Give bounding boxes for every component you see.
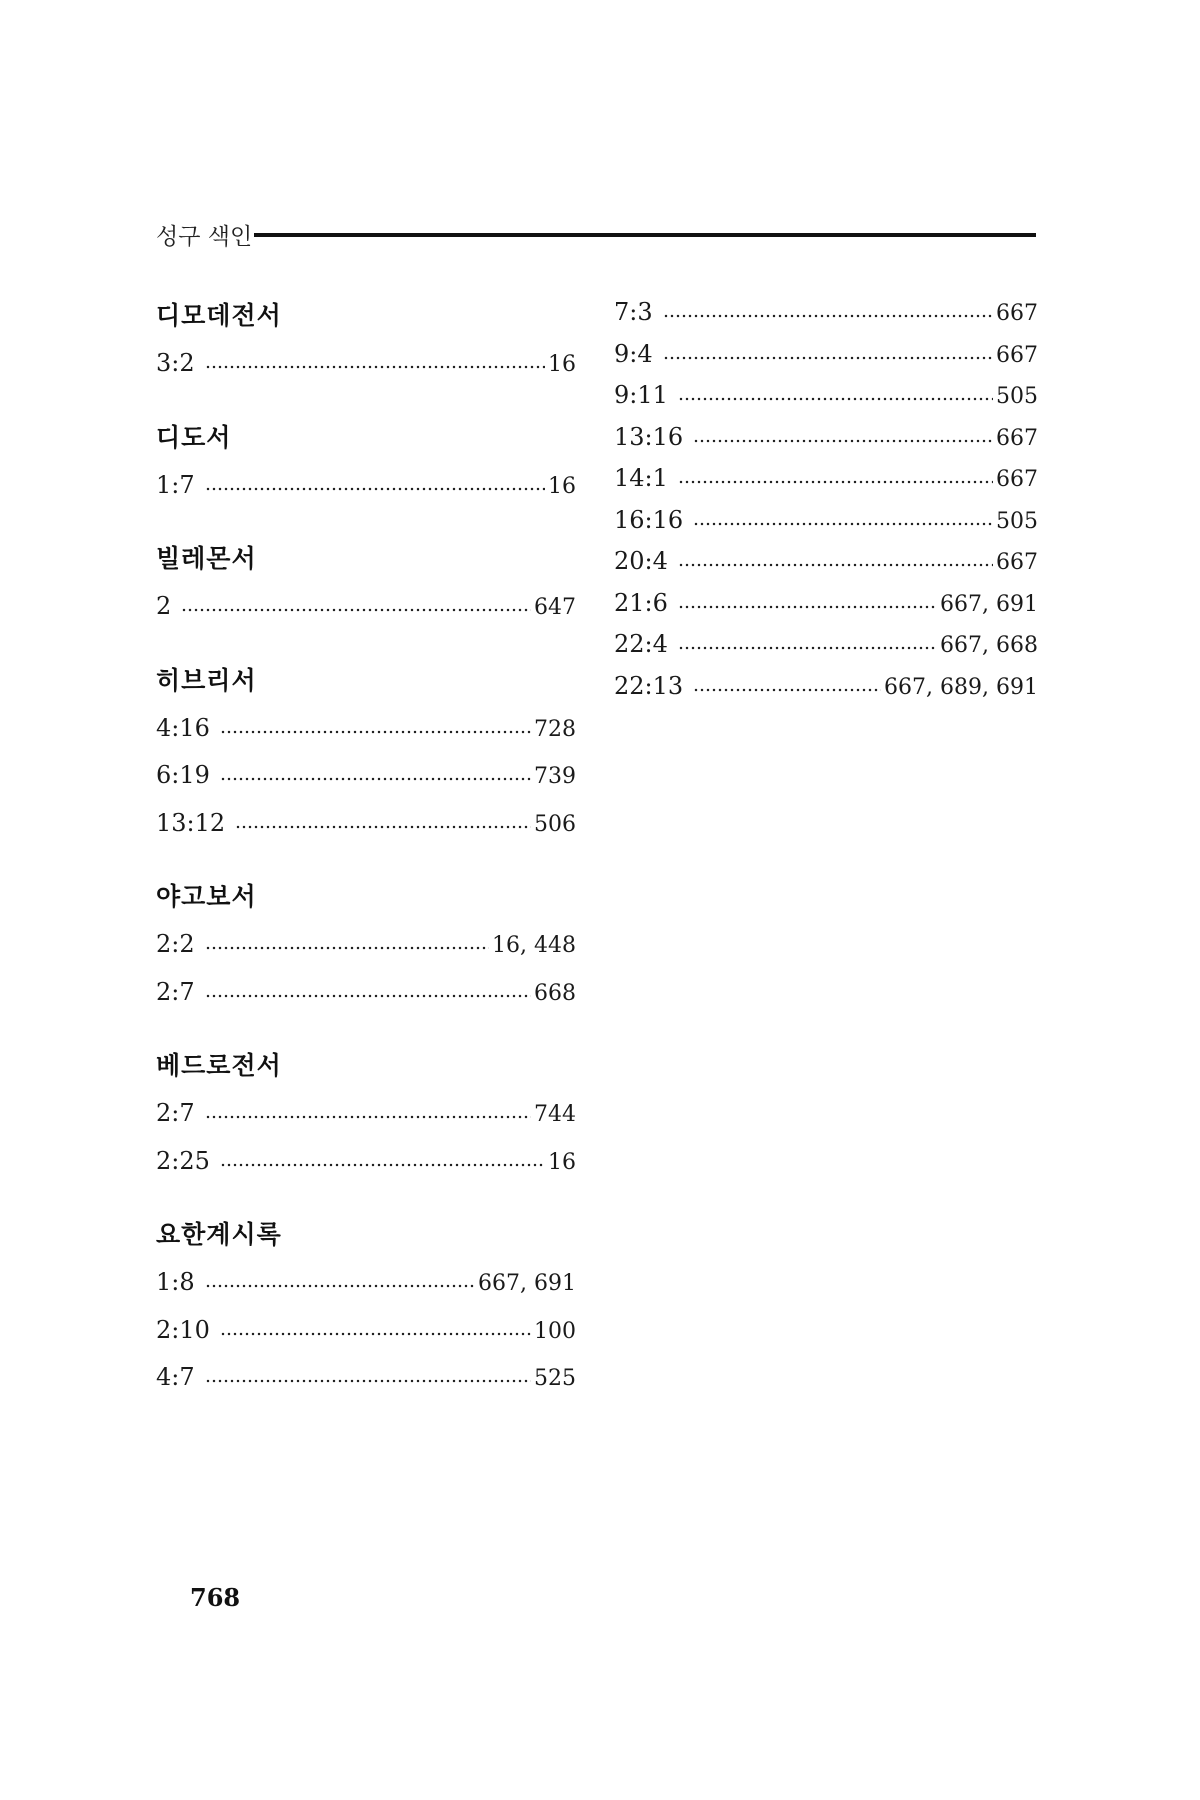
page-references: 647 bbox=[534, 595, 576, 620]
verse-reference: 16:16 bbox=[614, 505, 684, 534]
index-entry bbox=[156, 752, 576, 800]
dot-leader bbox=[205, 1284, 475, 1288]
dot-leader bbox=[220, 777, 531, 781]
index-column-left bbox=[156, 292, 576, 1428]
page-references: 16 bbox=[548, 473, 576, 499]
page-references: 739 bbox=[534, 764, 576, 789]
book-section bbox=[156, 535, 576, 631]
page-number: 768 bbox=[190, 1583, 241, 1612]
book-section bbox=[156, 292, 576, 388]
dot-leader bbox=[220, 1163, 545, 1167]
verse-reference: 1:7 bbox=[156, 470, 195, 499]
verse-reference: 2:25 bbox=[156, 1146, 210, 1175]
verse-reference: 1:8 bbox=[156, 1268, 195, 1296]
page-references: 506 bbox=[534, 811, 576, 837]
verse-reference: 9:11 bbox=[614, 381, 668, 409]
index-entry bbox=[156, 921, 576, 969]
dot-leader bbox=[235, 825, 531, 829]
index-entry bbox=[156, 969, 576, 1017]
verse-reference: 9:4 bbox=[614, 339, 653, 368]
dot-leader bbox=[678, 563, 993, 567]
index-entry bbox=[614, 541, 1038, 583]
verse-reference: 2:2 bbox=[156, 930, 195, 958]
index-entry bbox=[156, 1259, 576, 1307]
dot-leader bbox=[678, 397, 993, 401]
book-title: 베드로전서 bbox=[156, 1051, 282, 1080]
dot-leader bbox=[693, 522, 993, 526]
verse-reference: 2:7 bbox=[156, 1099, 195, 1127]
dot-leader bbox=[205, 1115, 531, 1119]
page-references: 505 bbox=[996, 508, 1038, 534]
page-references: 667 bbox=[996, 301, 1038, 326]
dot-leader bbox=[693, 688, 881, 692]
verse-reference: 14:1 bbox=[614, 464, 668, 492]
page-references: 505 bbox=[996, 384, 1038, 409]
dot-leader bbox=[663, 314, 993, 318]
dot-leader bbox=[678, 480, 993, 484]
page-references: 100 bbox=[534, 1318, 576, 1344]
index-column-right bbox=[614, 292, 1038, 707]
verse-reference: 22:13 bbox=[614, 671, 684, 700]
verse-reference: 7:3 bbox=[614, 298, 653, 326]
verse-reference: 22:4 bbox=[614, 630, 668, 658]
index-entry bbox=[614, 375, 1038, 417]
index-entry bbox=[614, 500, 1038, 542]
page-references: 667, 691 bbox=[478, 1271, 576, 1296]
index-entry bbox=[614, 458, 1038, 500]
dot-leader bbox=[693, 439, 993, 443]
page-references: 667 bbox=[996, 425, 1038, 451]
page-references: 16 bbox=[548, 352, 576, 377]
dot-leader bbox=[205, 365, 545, 369]
verse-reference: 13:12 bbox=[156, 808, 226, 837]
dot-leader bbox=[205, 994, 531, 998]
book-section bbox=[156, 414, 576, 510]
verse-reference: 2 bbox=[156, 592, 172, 620]
page-references: 667, 689, 691 bbox=[884, 674, 1038, 700]
index-entry bbox=[156, 1354, 576, 1402]
page-references: 668 bbox=[534, 980, 576, 1006]
verse-reference: 2:7 bbox=[156, 977, 195, 1006]
page-references: 667 bbox=[996, 467, 1038, 492]
index-entry bbox=[614, 583, 1038, 625]
verse-reference: 13:16 bbox=[614, 422, 684, 451]
dot-leader bbox=[205, 487, 545, 491]
index-entry bbox=[614, 417, 1038, 459]
book-section bbox=[156, 657, 576, 848]
index-entry bbox=[614, 666, 1038, 708]
index-entry bbox=[156, 340, 576, 388]
dot-leader bbox=[181, 608, 531, 612]
index-entry bbox=[156, 1090, 576, 1138]
header-title: 성구 색인 bbox=[156, 223, 253, 250]
verse-reference: 4:7 bbox=[156, 1363, 195, 1391]
verse-reference: 4:16 bbox=[156, 713, 210, 742]
verse-reference: 2:10 bbox=[156, 1315, 210, 1344]
book-title: 히브리서 bbox=[156, 665, 257, 695]
book-title: 디도서 bbox=[156, 422, 232, 452]
book-title: 디모데전서 bbox=[156, 301, 282, 330]
book-section bbox=[156, 873, 576, 1016]
index-entry bbox=[156, 705, 576, 753]
index-entry bbox=[156, 583, 576, 631]
header-rule bbox=[254, 233, 1036, 237]
index-entry bbox=[156, 1138, 576, 1186]
running-header bbox=[156, 214, 1036, 254]
index-entry bbox=[156, 1307, 576, 1355]
book-title: 요한계시록 bbox=[156, 1220, 282, 1249]
dot-leader bbox=[678, 646, 937, 650]
verse-reference: 6:19 bbox=[156, 761, 210, 789]
dot-leader bbox=[663, 356, 993, 360]
dot-leader bbox=[220, 730, 531, 734]
index-entry bbox=[614, 334, 1038, 376]
dot-leader bbox=[678, 605, 937, 609]
dot-leader bbox=[205, 1379, 531, 1383]
page-references: 16, 448 bbox=[492, 933, 576, 958]
page-references: 16 bbox=[548, 1149, 576, 1175]
verse-reference: 3:2 bbox=[156, 349, 195, 377]
verse-reference: 21:6 bbox=[614, 588, 668, 617]
page-references: 525 bbox=[534, 1366, 576, 1391]
index-entry bbox=[156, 462, 576, 510]
book-title: 빌레몬서 bbox=[156, 544, 257, 573]
page-references: 744 bbox=[534, 1102, 576, 1127]
verse-reference: 20:4 bbox=[614, 547, 668, 575]
index-entry bbox=[614, 292, 1038, 334]
page-references: 667, 668 bbox=[940, 633, 1038, 658]
page-references: 667, 691 bbox=[940, 591, 1038, 617]
page-references: 667 bbox=[996, 342, 1038, 368]
dot-leader bbox=[205, 946, 489, 950]
book-title: 야고보서 bbox=[156, 882, 257, 911]
page-references: 728 bbox=[534, 716, 576, 742]
index-entry bbox=[614, 624, 1038, 666]
book-section bbox=[156, 1042, 576, 1185]
index-entry bbox=[156, 800, 576, 848]
book-section bbox=[156, 1211, 576, 1402]
dot-leader bbox=[220, 1332, 531, 1336]
page-references: 667 bbox=[996, 550, 1038, 575]
